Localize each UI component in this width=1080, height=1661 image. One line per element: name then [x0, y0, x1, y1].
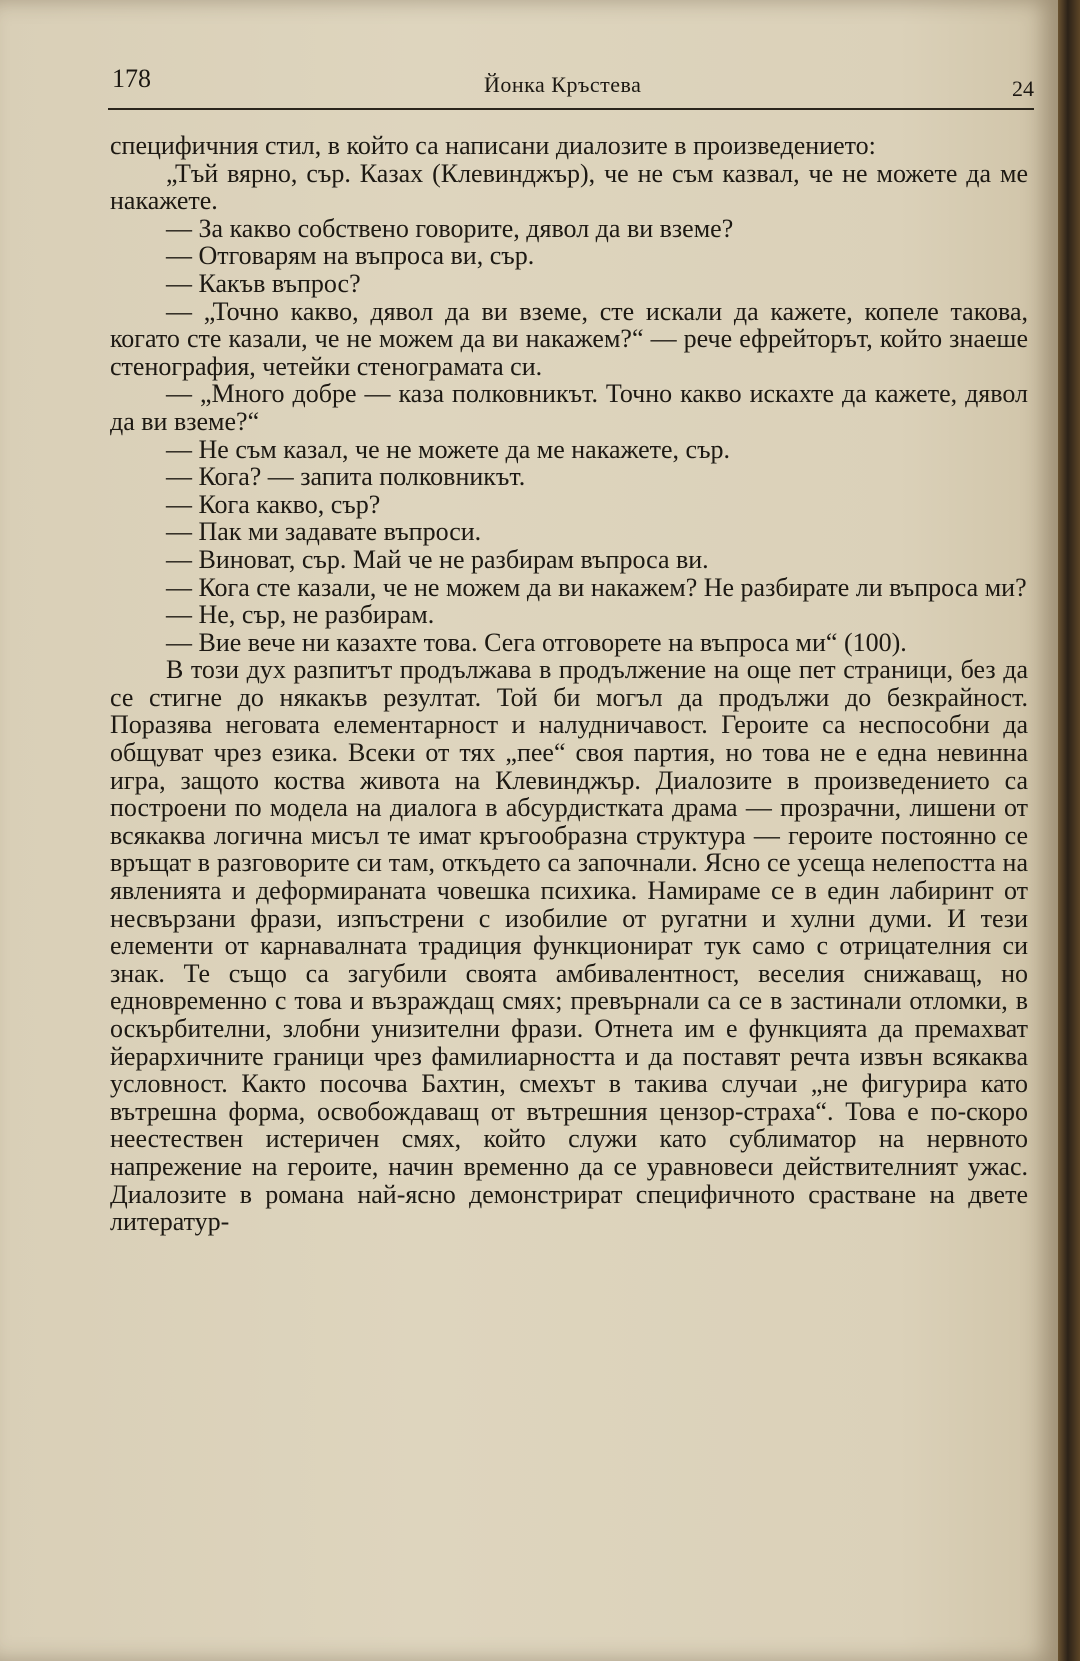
- dialogue-line: — Не, сър, не разбирам.: [166, 600, 435, 630]
- paragraph-quote-start: „Тъй вярно, сър. Казах (Клевинджър), че не съм казвал, че не можете да ме накажете.: [110, 158, 1028, 216]
- dialogue-line: — За какво собствено говорите, дявол да ви вземе?: [166, 213, 734, 243]
- dialogue-line: — Какъв въпрос?: [166, 268, 361, 298]
- dialogue-line: — „Точно какво, дявол да ви вземе, сте искали да кажете, копеле такова, когато сте казали, че не можем да ви накажем?“ — рече ефрейторът, който знаеше стенография, четейки стенограмата си.: [110, 296, 1028, 381]
- signature-number: 24: [1012, 76, 1034, 101]
- book-spine: [1058, 0, 1080, 1661]
- running-title: Йонка Кръстева: [484, 72, 642, 97]
- dialogue-line: — Отговарям на въпроса ви, сър.: [166, 241, 535, 271]
- dialogue-line: — Пак ми задавате въпроси.: [166, 517, 482, 547]
- body-text: [110, 132, 1028, 1236]
- dialogue-line: — Кога какво, сър?: [166, 489, 381, 519]
- dialogue-line: — Кога? — запита полковникът.: [166, 462, 526, 492]
- paragraph-continuation: специфичния стил, в който са написани диалозите в произведението:: [110, 131, 876, 160]
- header-rule: [108, 108, 1034, 110]
- dialogue-line: — Не съм казал, че не можете да ме накажете, сър.: [166, 434, 731, 464]
- page-header: [112, 60, 1034, 104]
- dialogue-line: — Вие вече ни казахте това. Сега отговорете на въпроса ми“ (100).: [166, 627, 907, 657]
- dialogue-line: — „Много добре — каза полковникът. Точно какво искахте да кажете, дявол да ви вземе?“: [110, 379, 1028, 436]
- page-number: 178: [112, 64, 151, 93]
- paragraph-analysis: В този дух разпитът продължава в продължение на още пет страници, без да се стигне до някакъв резултат. Той би могъл да продължи до безкрайност. Поразява неговата елементарност и налудничавост. Героите са неспособни да общуват чрез езика. Всеки от тях „пее“ своя партия, но това не е една невинна игра, защото коства живота на Клевинджър. Диалозите в произведението са построени по модела на диалога в абсурдистката драма — прозрачни, лишени от всякаква логична мисъл те имат кръгообразна структура — героите постоянно се връщат в разговорите си там, откъдето са започнали. Ясно се усеща нелепостта на явленията и деформираната човешка психика. Намираме се в един лабиринт от несвързани фрази, изпъстрени с изобилие от ругатни и хулни думи. И тези елементи от карнавалната традиция функционират тук само с отрицателния си знак. Те също са загубили своята амбивалентност, веселия снижаващ, но едновременно с това и възраждащ смях; превърнали са се в застинали отломки, в оскърбителни, злобни унизителни фрази. Отнета им е функцията да премахват йерархичните граници чрез фамилиарността и да поставят речта извън всякаква условност. Както посочва Бахтин, смехът в такива случаи „не фигурира като вътрешна форма, освобождаващ от вътрешния цензор-страха“. Това е по-скоро неестествен истеричен смях, който служи като сублиматор на нервното напрежение на героите, начин временно да се уравновеси действителният ужас. Диалозите в романа най-ясно демонстрират специфичното срастване на двете литератур-: [110, 655, 1028, 1237]
- dialogue-line: — Кога сте казали, че не можем да ви накажем? Не разбирате ли въпроса ми?: [166, 572, 1027, 602]
- dialogue-line: — Виноват, сър. Май че не разбирам въпроса ви.: [166, 544, 709, 574]
